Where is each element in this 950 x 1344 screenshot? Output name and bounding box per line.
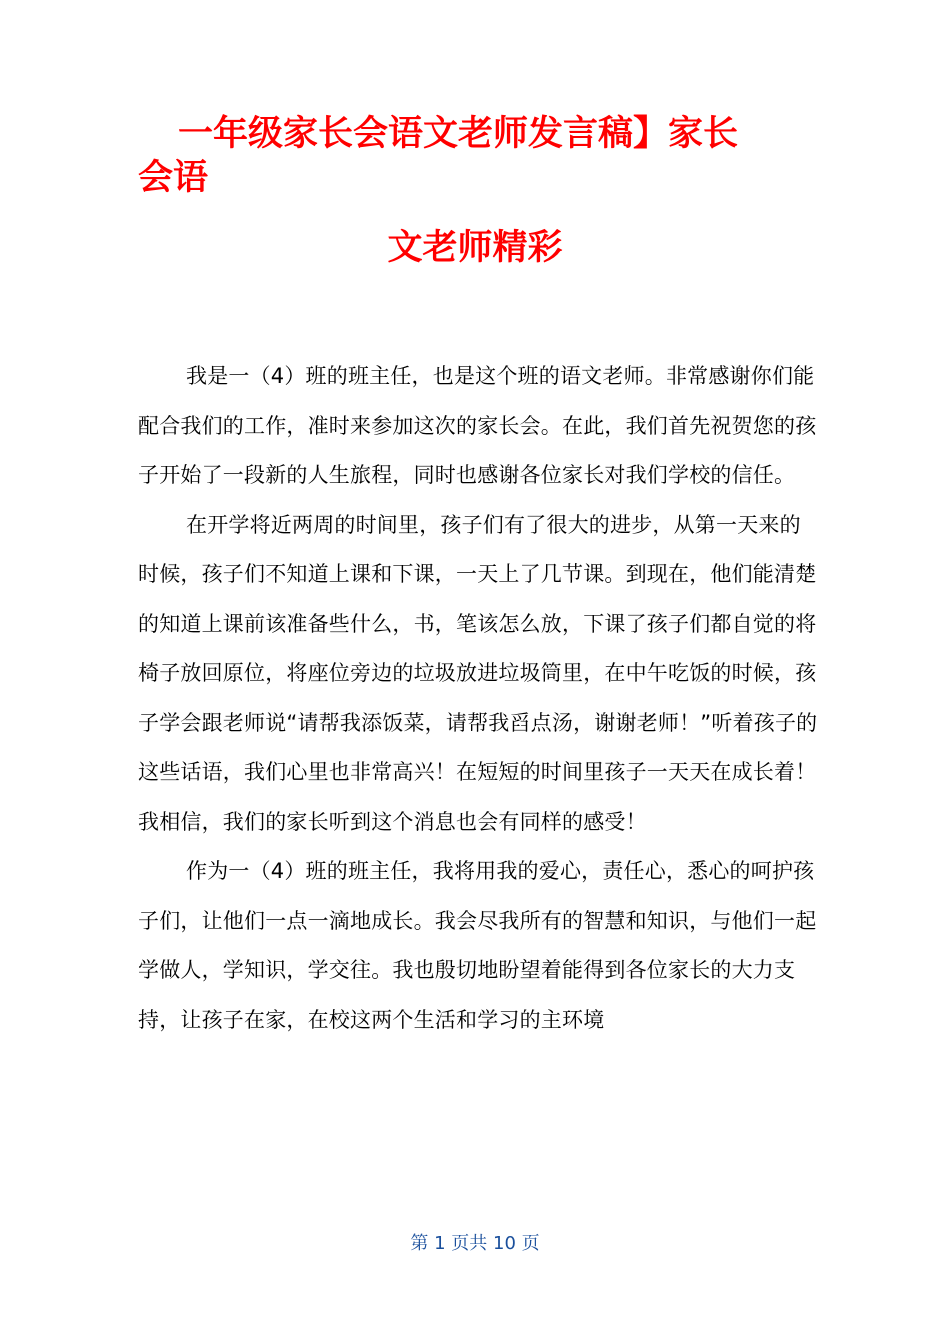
document-body [138,352,818,1045]
paragraph: 在开学将近两周的时间里，孩子们有了很大的进步，从第一天来的时候，孩子们不知道上课和下课，一天上了几节课。到现在，他们能清楚的知道上课前该准备些什么，书，笔该怎么放，下课了孩子们都自觉的将椅子放回原位，将座位旁边的垃圾放进垃圾筒里，在中午吃饭的时候，孩子学会跟老师说“请帮我添饭菜，请帮我舀点汤，谢谢老师！”听着孩子的这些话语，我们心里也非常高兴！在短短的时间里孩子一天天在成长着！我相信，我们的家长听到这个消息也会有同样的感受！ [138,512,818,834]
paragraph: 我是一（4）班的班主任，也是这个班的语文老师。非常感谢你们能配合我们的工作，准时来参加这次的家长会。在此，我们首先祝贺您的孩子开始了一段新的人生旅程，同时也感谢各位家长对我们学校的信任。 [138,364,817,487]
document-title-line-3: 文老师精彩 [387,228,563,268]
page-number-footer: 第 1 页共 10 页 [410,1233,540,1254]
document-title-line-1: 一年级家长会语文老师发言稿】家长 [178,114,739,154]
document-title-line-2: 会语 [138,158,209,198]
paragraph: 作为一（4）班的班主任，我将用我的爱心，责任心，悉心的呵护孩子们，让他们一点一滴地成长。我会尽我所有的智慧和知识，与他们一起学做人，学知识，学交往。我也殷切地盼望着能得到各位家长的大力支持，让孩子在家，在校这两个生活和学习的主环境 [138,859,817,1032]
